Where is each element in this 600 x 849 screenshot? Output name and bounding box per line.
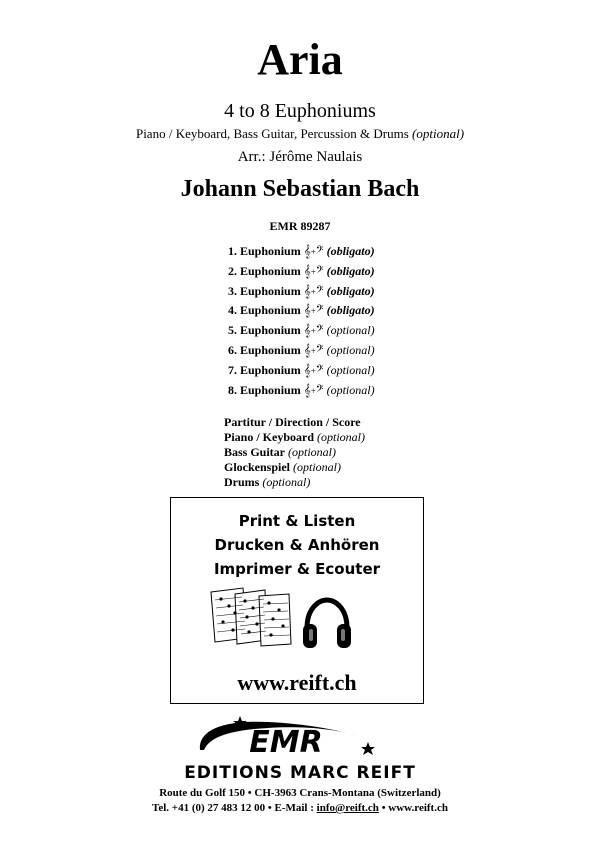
print-listen-box <box>170 497 424 704</box>
plus-sign: + <box>310 326 316 337</box>
part-note: (obligato) <box>326 303 375 318</box>
part-number: 2. <box>228 263 237 278</box>
extra-name: Piano / Keyboard <box>224 430 315 444</box>
treble-clef-icon: 𝄞 <box>303 382 311 397</box>
publisher-name-row <box>0 765 600 783</box>
website-link[interactable]: www.reift.ch <box>237 670 357 695</box>
part-item <box>228 381 528 401</box>
part-number: 7. <box>228 362 237 377</box>
extra-name: Drums <box>224 475 260 489</box>
bass-clef-icon: 𝄢 <box>315 263 324 278</box>
treble-clef-icon: 𝄞 <box>303 244 311 258</box>
plus-sign: + <box>310 266 316 277</box>
plus-sign: + <box>310 306 316 317</box>
extra-note: (optional) <box>293 460 342 474</box>
headphones-icon <box>301 596 353 654</box>
part-number: 8. <box>228 382 237 397</box>
plus-sign: + <box>310 345 316 356</box>
bass-clef-icon: 𝄢 <box>315 382 324 397</box>
part-name: Euphonium <box>240 244 301 258</box>
publisher-name: EDITIONS MARC REIFT <box>184 763 416 783</box>
part-name: Euphonium <box>240 382 301 397</box>
extra-name: Bass Guitar <box>224 445 286 459</box>
contact-web[interactable]: • www.reift.ch <box>378 802 448 814</box>
instrumentation-note: (optional) <box>412 126 465 141</box>
promo-line-de: Drucken & Anhören <box>214 536 380 554</box>
subtitle: 4 to 8 Euphoniums <box>224 100 376 122</box>
bass-clef-icon: 𝄢 <box>315 303 324 318</box>
extra-name: Glockenspiel <box>224 460 291 474</box>
part-number: 4. <box>228 303 237 318</box>
plus-sign: + <box>310 247 316 257</box>
page-title: Aria <box>257 35 343 84</box>
part-name: Euphonium <box>240 323 301 338</box>
extra-item <box>224 445 524 460</box>
arranger: Arr.: Jérôme Naulais <box>237 149 363 165</box>
email-link[interactable]: info@reift.ch <box>316 802 379 814</box>
extras-list <box>224 415 524 490</box>
part-number: 3. <box>228 283 237 298</box>
part-note: (optional) <box>326 362 375 377</box>
treble-clef-icon: 𝄞 <box>303 362 311 377</box>
composer: Johann Sebastian Bach <box>180 176 420 202</box>
part-item <box>228 282 528 302</box>
part-item <box>228 262 528 282</box>
catalog-number: EMR 89287 <box>269 219 331 233</box>
treble-clef-icon: 𝄞 <box>303 342 311 357</box>
part-item <box>228 321 528 341</box>
extra-note: (optional) <box>262 475 311 489</box>
part-number: 6. <box>228 342 237 357</box>
extra-name: Partitur / Direction / Score <box>224 415 361 429</box>
publisher-contact <box>0 803 600 814</box>
extra-note: (optional) <box>288 445 337 459</box>
treble-clef-icon: 𝄞 <box>303 323 311 338</box>
part-name: Euphonium <box>240 362 301 377</box>
part-name: Euphonium <box>240 342 301 357</box>
part-name: Euphonium <box>240 263 301 278</box>
instrumentation-main: Piano / Keyboard, Bass Guitar, Percussion & Drums <box>135 126 409 141</box>
emr-logo <box>158 714 388 764</box>
extra-item <box>224 430 524 445</box>
part-item <box>228 361 528 381</box>
sheet-music-icon <box>209 586 294 648</box>
part-note: (obligato) <box>326 263 375 278</box>
part-note: (optional) <box>326 323 375 338</box>
part-note: (optional) <box>326 382 375 397</box>
treble-clef-icon: 𝄞 <box>303 303 311 318</box>
part-item <box>228 242 528 262</box>
extra-item <box>224 415 524 430</box>
promo-line-en: Print & Listen <box>238 512 356 530</box>
publisher-address: Route du Golf 150 • CH-3963 Crans-Montana (Switzerland) <box>159 787 441 799</box>
treble-clef-icon: 𝄞 <box>303 283 311 298</box>
treble-clef-icon: 𝄞 <box>303 263 311 278</box>
bass-clef-icon: 𝄢 <box>315 362 324 377</box>
logo-text: EMR <box>249 725 323 760</box>
part-note: (obligato) <box>326 244 375 258</box>
part-note: (optional) <box>326 342 375 357</box>
parts-list <box>228 242 528 400</box>
plus-sign: + <box>310 365 316 376</box>
bass-clef-icon: 𝄢 <box>315 283 324 298</box>
bass-clef-icon: 𝄢 <box>315 244 324 258</box>
extra-item <box>224 460 524 475</box>
part-item <box>228 301 528 321</box>
part-number: 1. <box>228 244 237 258</box>
bass-clef-icon: 𝄢 <box>315 342 324 357</box>
part-number: 5. <box>228 323 237 338</box>
bass-clef-icon: 𝄢 <box>315 323 324 338</box>
extra-item <box>224 475 524 490</box>
instrumentation <box>0 127 600 140</box>
plus-sign: + <box>310 385 316 396</box>
part-item <box>228 341 528 361</box>
part-note: (obligato) <box>326 283 375 298</box>
part-name: Euphonium <box>240 303 301 318</box>
plus-sign: + <box>310 286 316 297</box>
contact-phone: Tel. +41 (0) 27 483 12 00 • E-Mail : <box>152 802 317 814</box>
part-name: Euphonium <box>240 283 301 298</box>
extra-note: (optional) <box>317 430 366 444</box>
promo-line-fr: Imprimer & Ecouter <box>213 560 381 578</box>
